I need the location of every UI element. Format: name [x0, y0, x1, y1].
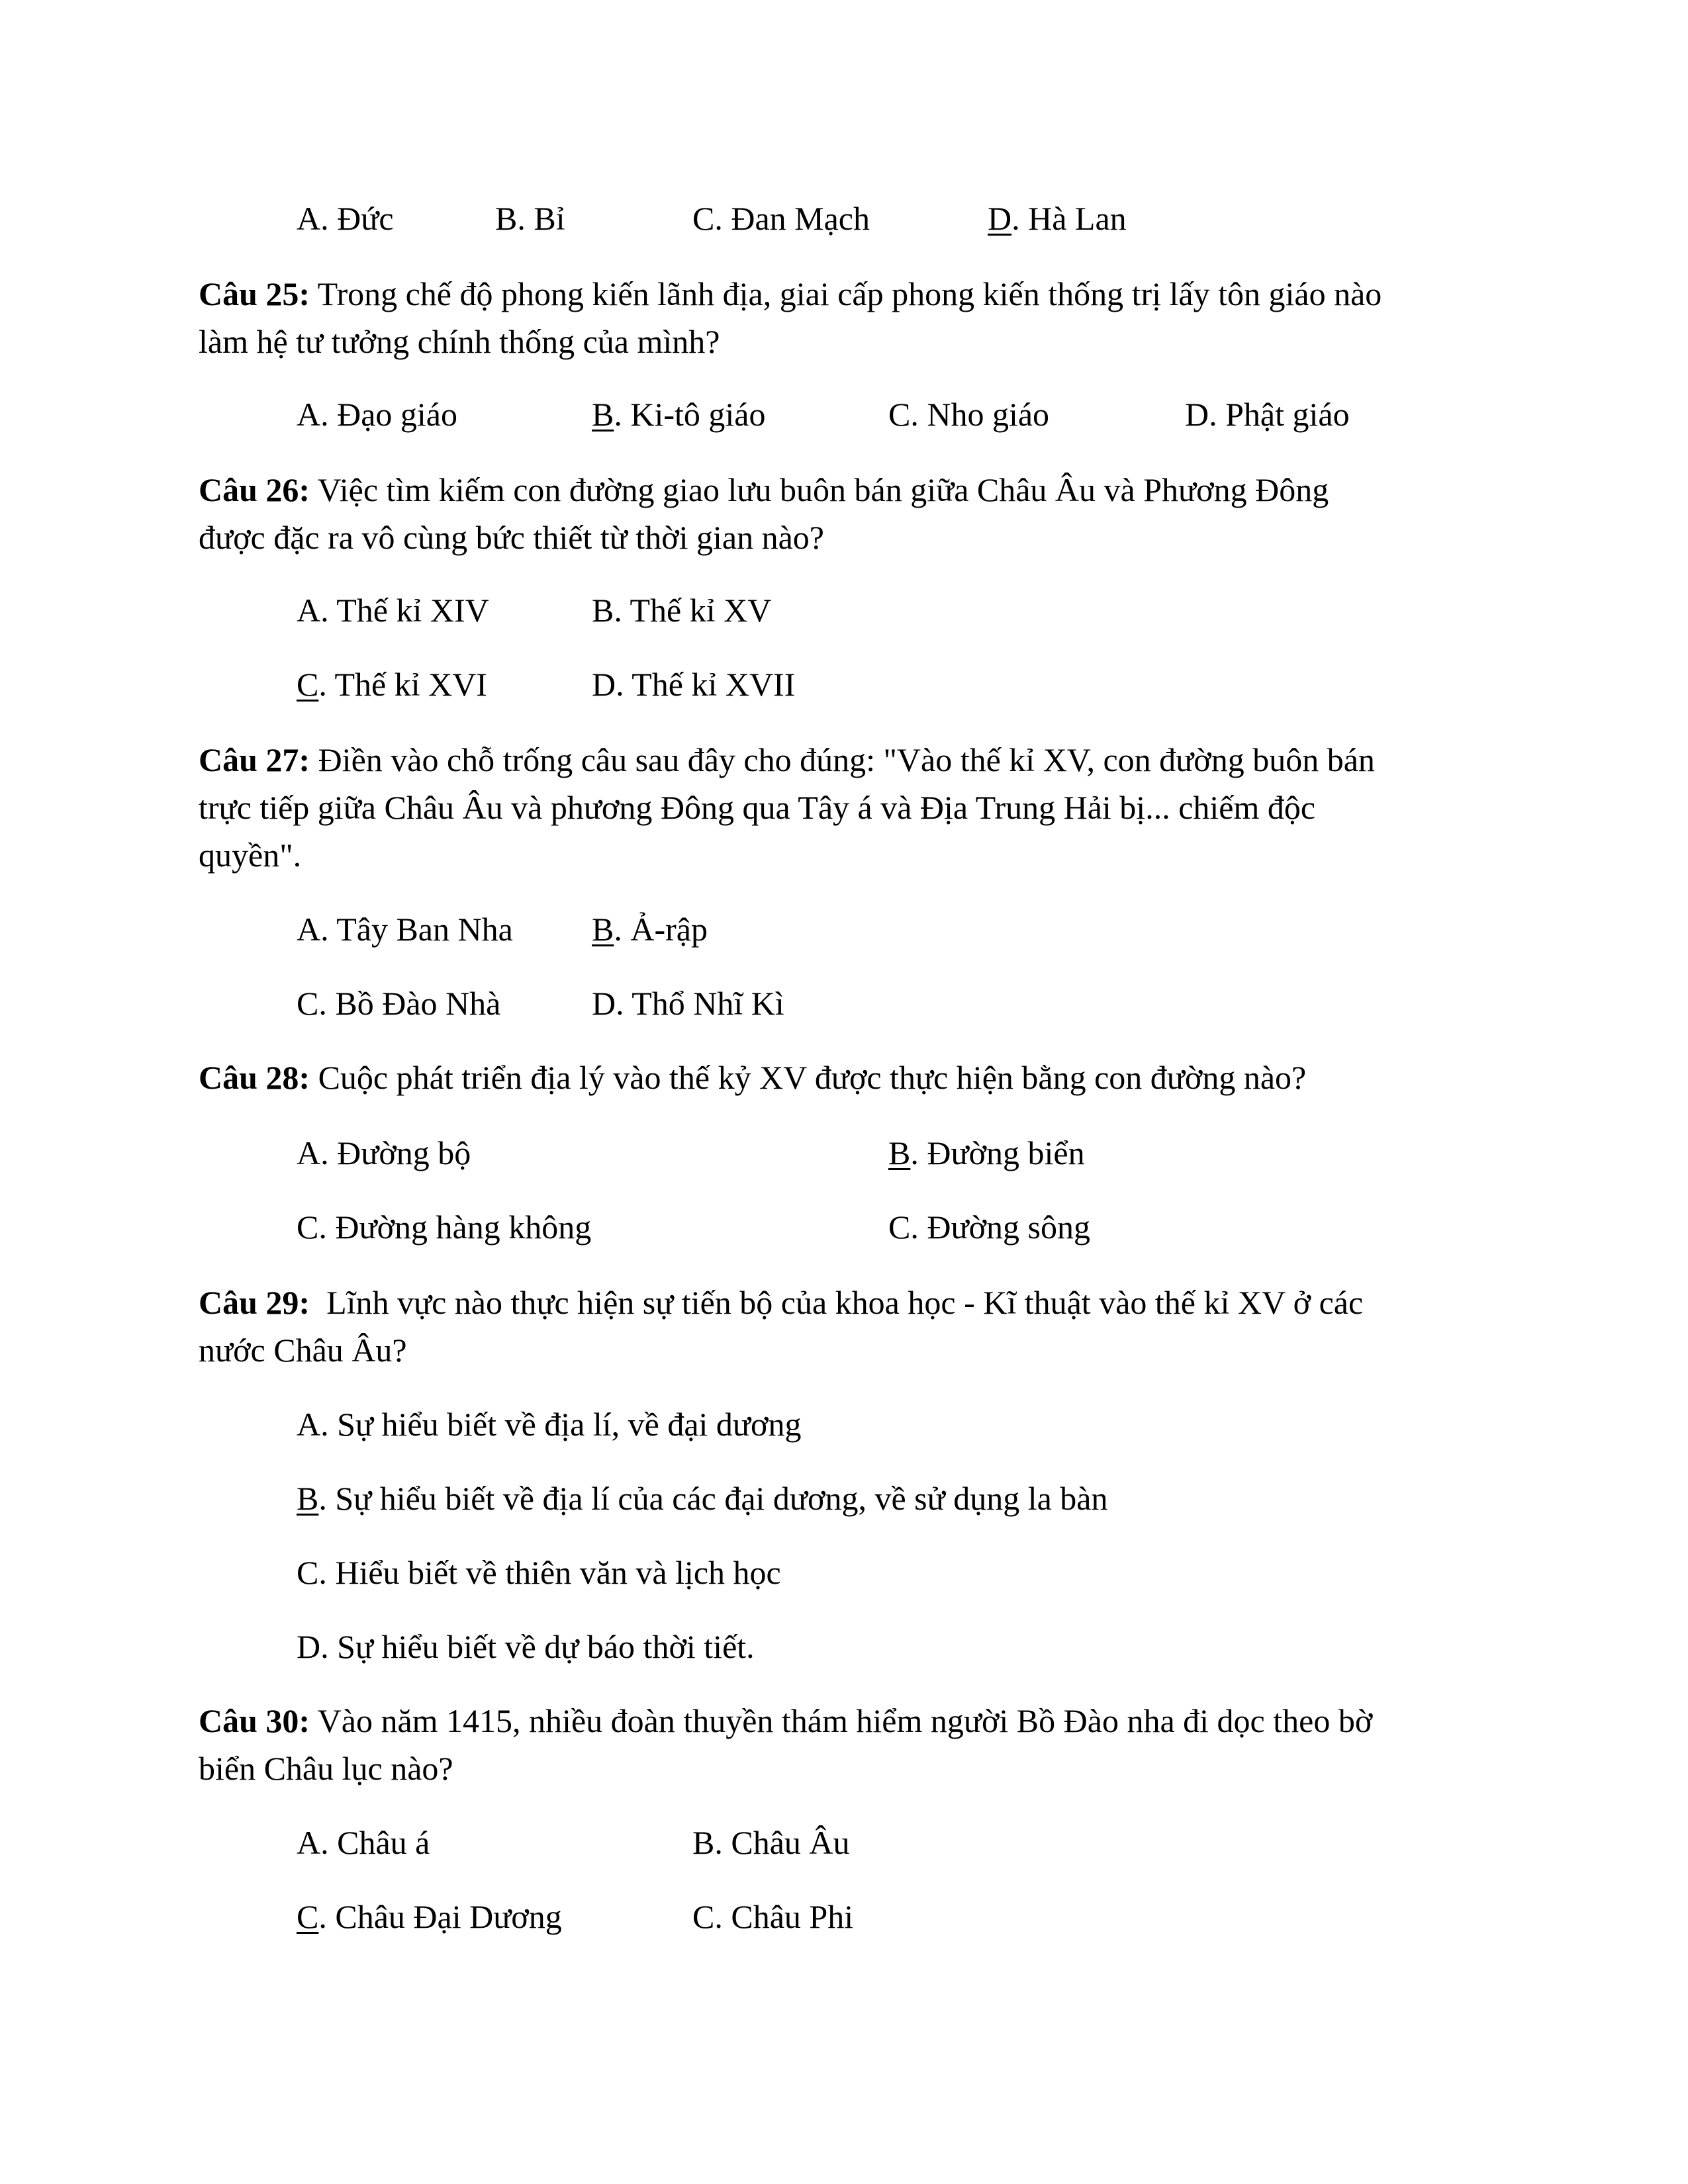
- q28-option-a: A. Đường bộ: [297, 1134, 471, 1171]
- q28-question-line1: Câu 28: Cuộc phát triển địa lý vào thế kỷ XV được thực hiện bằng con đường nào?: [199, 1059, 1307, 1096]
- q25-label: Câu 25:: [199, 275, 310, 312]
- q29-label: Câu 29:: [199, 1284, 310, 1321]
- q28-option-c: C. Đường hàng không: [297, 1208, 592, 1246]
- q25-option-c: C. Nho giáo: [888, 396, 1050, 433]
- q27-question-line2: trực tiếp giữa Châu Âu và phương Đông qua Tây á và Địa Trung Hải bị... chiếm độc: [199, 789, 1316, 826]
- q29-option-b-correct: B. Sự hiểu biết về địa lí của các đại dương, về sử dụng la bàn: [297, 1480, 1108, 1517]
- q29-option-c: C. Hiểu biết về thiên văn và lịch học: [297, 1554, 781, 1591]
- q24-option-c: C. Đan Mạch: [692, 200, 870, 237]
- q27-question-line3: quyền".: [199, 837, 302, 874]
- q24-option-d-correct: D. Hà Lan: [988, 200, 1127, 237]
- q25-option-b-correct: B. Ki-tô giáo: [592, 396, 766, 433]
- q29-option-a: A. Sự hiểu biết về địa lí, về đại dương: [297, 1406, 802, 1443]
- q28-option-b-correct: B. Đường biển: [888, 1134, 1085, 1171]
- q27-option-a: A. Tây Ban Nha: [297, 911, 513, 948]
- q26-option-d: D. Thế kỉ XVII: [592, 666, 796, 703]
- q25-question-line2: làm hệ tư tưởng chính thống của mình?: [199, 323, 720, 360]
- q27-label: Câu 27:: [199, 741, 310, 778]
- q27-option-c: C. Bồ Đào Nhà: [297, 985, 501, 1022]
- q25-question-line1: Câu 25: Trong chế độ phong kiến lãnh địa, giai cấp phong kiến thống trị lấy tôn giáo nào: [199, 275, 1382, 312]
- q30-option-d: C. Châu Phi: [692, 1898, 854, 1935]
- q26-label: Câu 26:: [199, 471, 310, 508]
- q26-option-c-correct: C. Thế kỉ XVI: [297, 666, 487, 703]
- q29-option-d: D. Sự hiểu biết về dự báo thời tiết.: [297, 1628, 755, 1665]
- q30-question-line1: Câu 30: Vào năm 1415, nhiều đoàn thuyền thám hiểm người Bồ Đào nha đi dọc theo bờ: [199, 1702, 1373, 1739]
- q24-option-b: B. Bỉ: [495, 200, 565, 237]
- q26-option-b: B. Thế kỉ XV: [592, 592, 772, 629]
- q30-option-b: B. Châu Âu: [692, 1824, 850, 1861]
- q27-option-b-correct: B. Ả-rập: [592, 911, 708, 948]
- q30-question-line2: biển Châu lục nào?: [199, 1750, 453, 1787]
- q28-label: Câu 28:: [199, 1059, 310, 1096]
- q29-question-line1: Câu 29: Lĩnh vực nào thực hiện sự tiến bộ của khoa học - Kĩ thuật vào thế kỉ XV ở các: [199, 1284, 1364, 1321]
- q26-question-line2: được đặc ra vô cùng bức thiết từ thời gian nào?: [199, 519, 824, 556]
- q25-option-a: A. Đạo giáo: [297, 396, 457, 433]
- q30-label: Câu 30:: [199, 1702, 310, 1739]
- q27-question-line1: Câu 27: Điền vào chỗ trống câu sau đây cho đúng: "Vào thế kỉ XV, con đường buôn bán: [199, 741, 1375, 778]
- q30-option-c-correct: C. Châu Đại Dương: [297, 1898, 562, 1935]
- q26-question-line1: Câu 26: Việc tìm kiếm con đường giao lưu buôn bán giữa Châu Âu và Phương Đông: [199, 471, 1329, 508]
- q25-option-d: D. Phật giáo: [1185, 396, 1350, 433]
- q28-option-d: C. Đường sông: [888, 1208, 1090, 1246]
- q26-option-a: A. Thế kỉ XIV: [297, 592, 489, 629]
- q27-option-d: D. Thổ Nhĩ Kì: [592, 985, 784, 1022]
- q29-question-line2: nước Châu Âu?: [199, 1332, 407, 1369]
- q30-option-a: A. Châu á: [297, 1824, 430, 1861]
- q24-option-a: A. Đức: [297, 200, 394, 237]
